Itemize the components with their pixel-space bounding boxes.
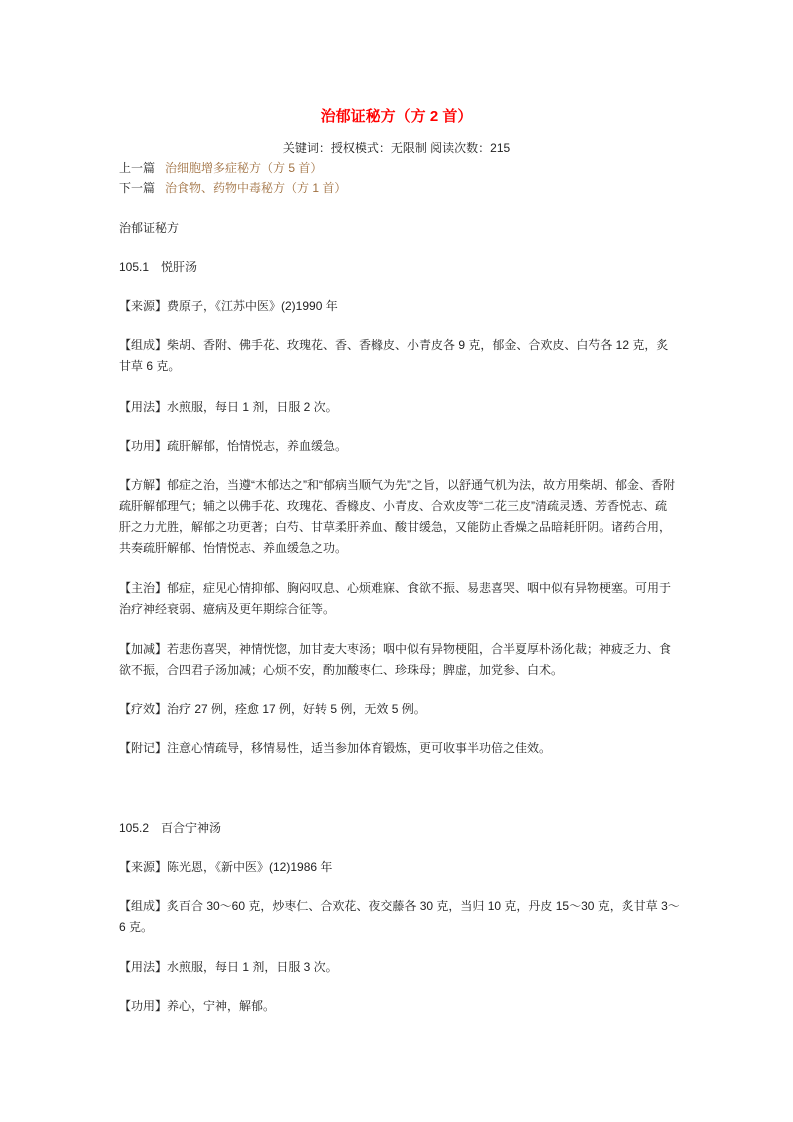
page-title: 治郁证秘方（方 2 首） <box>320 108 473 125</box>
paragraph-line: 【来源】费原子，《江苏中医》(2)1990 年 <box>119 299 338 313</box>
recipe-paragraph <box>119 896 679 938</box>
next-link[interactable]: 治食物、药物中毒秘方（方 1 首） <box>165 181 347 195</box>
recipe-paragraph <box>119 397 679 418</box>
paragraph-line: 【来源】陈光恩，《新中医》(12)1986 年 <box>119 860 333 874</box>
prev-label: 上一篇 <box>119 161 156 175</box>
paragraph-line: 肝之力尤胜，解郁之功更著；白芍、甘草柔肝养血、酸甘缓急，又能防止香燥之品暗耗肝阴。诸药合用， <box>119 520 672 534</box>
paragraph-line: 【用法】水煎服，每日 1 剂，日服 3 次。 <box>119 960 338 974</box>
paragraph-line: 【组成】炙百合 30～60 克，炒枣仁、合欢花、夜交藤各 30 克，当归 10 克，丹皮 15～30 克，炙甘草 3～ <box>119 899 680 913</box>
recipe-title: 105.2 百合宁神汤 <box>119 821 222 835</box>
paragraph-line: 【主治】郁症，症见心情抑郁、胸闷叹息、心烦难寐、食欲不振、易悲喜哭、咽中似有异物梗塞。可用于 <box>119 581 672 595</box>
paragraph-line: 【组成】柴胡、香附、佛手花、玫瑰花、香、香橼皮、小青皮各 9 克，郁金、合欢皮、白芍各 12 克，炙 <box>119 338 669 352</box>
paragraph-line: 【用法】水煎服，每日 1 剂，日服 2 次。 <box>119 400 338 414</box>
recipe-paragraph <box>119 335 679 377</box>
paragraph-line: 欲不振，合四君子汤加减；心烦不安，酌加酸枣仁、珍珠母；脾虚，加党参、白术。 <box>119 663 564 677</box>
prev-link[interactable]: 治细胞增多症秘方（方 5 首） <box>165 161 323 175</box>
recipe-paragraph <box>119 957 679 978</box>
recipe-paragraph <box>119 296 679 317</box>
next-label: 下一篇 <box>119 181 156 195</box>
recipe-paragraph <box>119 639 679 681</box>
section-heading: 治郁证秘方 <box>119 221 180 235</box>
paragraph-line: 6 克。 <box>119 920 154 934</box>
recipe-paragraph <box>119 578 679 620</box>
recipe-title: 105.1 悦肝汤 <box>119 260 198 274</box>
paragraph-line: 【功用】疏肝解郁，怡情悦志，养血缓急。 <box>119 439 348 453</box>
recipe-paragraph <box>119 857 679 878</box>
paragraph-line: 共奏疏肝解郁、怡情悦志、养血缓急之功。 <box>119 541 348 555</box>
recipe-paragraph <box>119 699 679 720</box>
meta-info: 关键词：授权模式：无限制 阅读次数：215 <box>282 141 511 155</box>
paragraph-line: 【方解】郁症之治，当遵“木郁达之”和“郁病当顺气为先”之旨，以舒通气机为法，故方用柴胡、郁金、香附 <box>119 478 675 492</box>
recipe-paragraph <box>119 738 679 759</box>
paragraph-line: 治疗神经衰弱、癔病及更年期综合征等。 <box>119 602 336 616</box>
paragraph-line: 【疗效】治疗 27 例，痊愈 17 例，好转 5 例，无效 5 例。 <box>119 702 426 716</box>
prev-article <box>119 158 322 179</box>
recipe-paragraph <box>119 996 679 1017</box>
paragraph-line: 疏肝解郁理气；辅之以佛手花、玫瑰花、香橼皮、小青皮、合欢皮等“二花三皮”清疏灵透、芳香悦志、疏 <box>119 499 667 513</box>
paragraph-line: 甘草 6 克。 <box>119 359 181 373</box>
recipe-paragraph <box>119 475 679 559</box>
paragraph-line: 【加减】若悲伤喜哭，神情恍惚，加甘麦大枣汤；咽中似有异物梗阻，合半夏厚朴汤化裁；神疲乏力、食 <box>119 642 672 656</box>
next-article <box>119 178 346 199</box>
recipe-paragraph <box>119 436 679 457</box>
paragraph-line: 【功用】养心，宁神，解郁。 <box>119 999 276 1013</box>
paragraph-line: 【附记】注意心情疏导，移情易性，适当参加体育锻炼，更可收事半功倍之佳效。 <box>119 741 552 755</box>
